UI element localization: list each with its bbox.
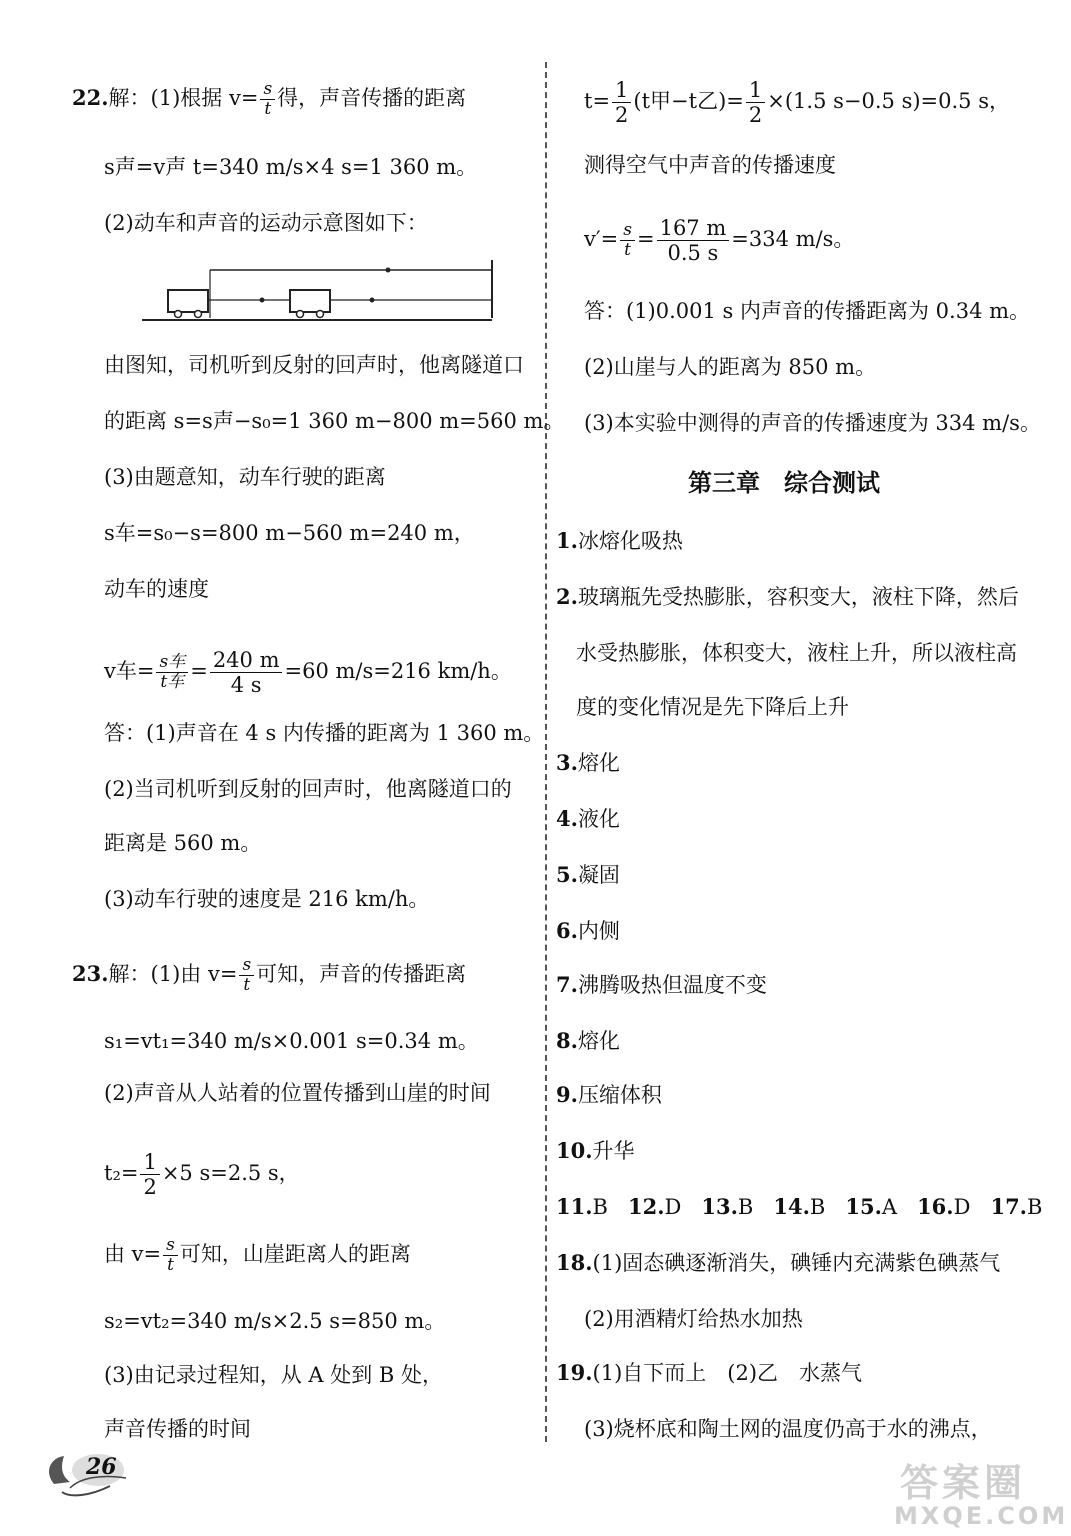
q23-heading-2: 由 v= $\frac{s}{t}$ 可知，山崖距离人的距离 (104, 1235, 411, 1275)
answer-item: 9.压缩体积 (556, 1082, 662, 1107)
wheel (317, 311, 324, 318)
answer-line: (2)山崖与人的距离为 850 m。 (584, 355, 877, 379)
wheel (195, 311, 202, 318)
q22-line: 的距离 s=s声−s₀=1 360 m−800 m=560 m。 (104, 409, 565, 433)
q22-line: 动车的速度 (104, 577, 209, 601)
q23-line: s₁=vt₁=340 m/s×0.001 s=0.34 m。 (104, 1029, 479, 1053)
wheel (297, 311, 304, 318)
time-formula: t= $\frac{1}{2}$ (t甲−t乙)= $\frac{1}{2}$ ×(1.5 s−0.5 s)=0.5 s， (584, 78, 1010, 127)
watermark (880, 1460, 1070, 1536)
q23-heading: 23.解：(1)由 v= $\frac{s}{t}$ 可知，声音的传播距离 (72, 955, 467, 995)
q22-line: (2)当司机听到反射的回声时，他离隧道口的 (104, 777, 512, 801)
q23-line: (2)声音从人站着的位置传播到山崖的时间 (104, 1081, 491, 1105)
q22-line: (3)由题意知，动车行驶的距离 (104, 465, 386, 489)
q22-line: (3)动车行驶的速度是 216 km/h。 (104, 887, 430, 911)
answer-item: 水受热膨胀，体积变大，液柱上升，所以液柱高 (576, 641, 1017, 665)
q22-line: 答：(1)声音在 4 s 内传播的距离为 1 360 m。 (104, 721, 545, 745)
mc-answer: 15.A (845, 1194, 898, 1219)
path-dot (370, 298, 375, 303)
answer-line: 答：(1)0.001 s 内声音的传播距离为 0.34 m。 (584, 299, 1031, 323)
q22-velocity-formula: v车= $\frac{\text{s车}}{\text{t车}}$ = $\frac{240 m}{4 s}$ =60 m/s=216 km/h。 (104, 648, 512, 697)
chapter-title: 第三章 综合测试 (688, 469, 880, 497)
answer-item: 10.升华 (556, 1138, 635, 1163)
answer-item: 2.玻璃瓶先受热膨胀，容积变大，液柱下降，然后 (556, 584, 1019, 609)
answer-item: 8.熔化 (556, 1028, 620, 1053)
q23-time-formula: t₂= $\frac{1}{2}$ ×5 s=2.5 s， (104, 1150, 300, 1199)
q22-line: (2)动车和声音的运动示意图如下： (104, 211, 428, 235)
answer-line: (3)本实验中测得的声音的传播速度为 334 m/s。 (584, 411, 1041, 435)
mc-answer: 12.D (627, 1194, 682, 1219)
answer-item: 7.沸腾吸热但温度不变 (556, 972, 767, 997)
q22-line: 距离是 560 m。 (104, 831, 262, 855)
q22-heading: 22.解：(1)根据 v= $\frac{s}{t}$ 得，声音传播的距离 (72, 79, 467, 119)
q22-line: s声=v声 t=340 m/s×4 s=1 360 m。 (104, 155, 478, 179)
wheel (175, 311, 182, 318)
q23-line: 声音传播的时间 (104, 1417, 251, 1441)
answer-item: 19.(1)自下而上 (2)乙 水蒸气 (556, 1360, 863, 1385)
multiple-choice-answers (556, 1194, 1042, 1220)
answer-item: (3)烧杯底和陶土网的温度仍高于水的沸点， (584, 1417, 992, 1441)
mc-answer: 17.B (990, 1194, 1043, 1219)
page-number-badge (40, 1432, 150, 1502)
answer-item: 6.内侧 (556, 918, 620, 943)
answer-line: 测得空气中声音的传播速度 (584, 153, 836, 177)
answer-item: 度的变化情况是先下降后上升 (576, 695, 849, 719)
speed-formula: v′= $\frac{s}{t}$ = $\frac{167 m}{0.5 s}$ =334 m/s。 (584, 216, 855, 265)
path-dot (386, 268, 391, 273)
path-dot (260, 298, 265, 303)
watermark-text: MXQE.COM (894, 1502, 1069, 1530)
answer-item: 5.凝固 (556, 862, 620, 887)
mc-answer: 16.D (917, 1194, 971, 1219)
answer-item: 18.(1)固态碘逐渐消失，碘锤内充满紫色碘蒸气 (556, 1250, 1001, 1275)
train-sound-diagram (140, 258, 500, 328)
answer-item: 3.熔化 (556, 750, 620, 775)
page-number: 26 (86, 1454, 117, 1480)
mc-answer: 13.B (701, 1194, 754, 1219)
q23-line: s₂=vt₂=340 m/s×2.5 s=850 m。 (104, 1309, 446, 1333)
train-car-end (290, 290, 330, 312)
q23-line: (3)由记录过程知，从 A 处到 B 处， (104, 1363, 444, 1387)
train-car-start (168, 290, 208, 312)
mc-answer: 11.B (556, 1194, 608, 1219)
q22-line: 由图知，司机听到反射的回声时，他离隧道口 (104, 353, 524, 377)
answer-item: 4.液化 (556, 806, 620, 831)
mc-answer: 14.B (773, 1194, 826, 1219)
watermark-logo: 答案圈 (900, 1461, 1027, 1505)
fraction-s-over-t: $\frac{s}{t}$ (260, 80, 275, 119)
column-divider (545, 62, 547, 1442)
answer-item: 1.冰熔化吸热 (556, 528, 683, 553)
answer-item: (2)用酒精灯给热水加热 (584, 1307, 803, 1331)
q22-line: s车=s₀−s=800 m−560 m=240 m， (104, 521, 475, 545)
